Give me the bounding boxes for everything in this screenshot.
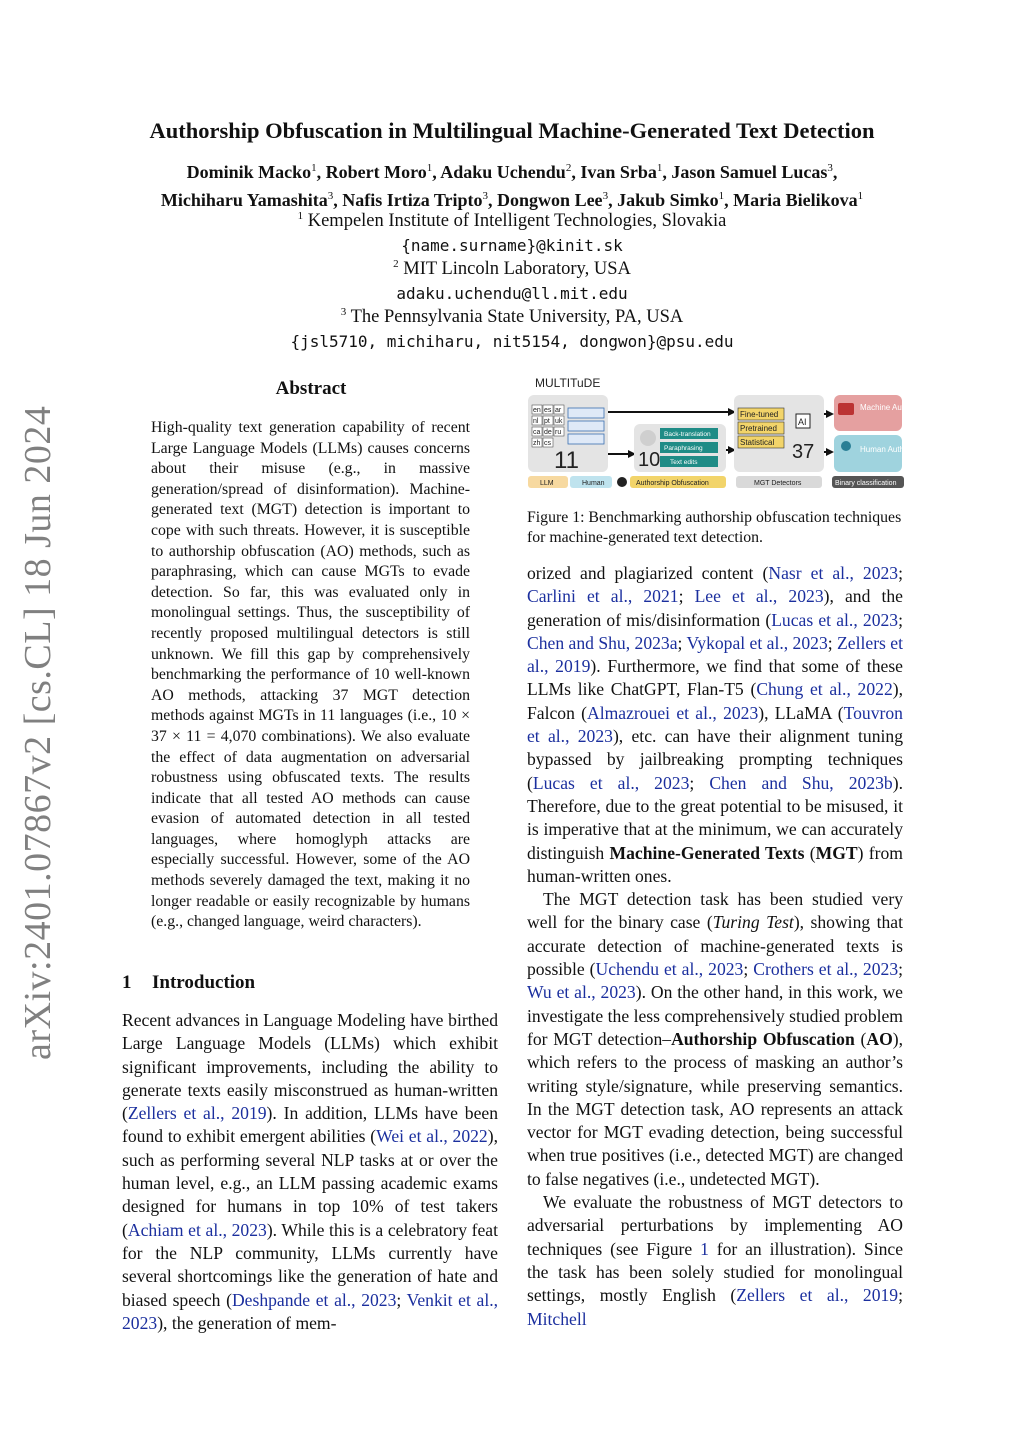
- svg-text:nl: nl: [533, 418, 539, 425]
- author: Michiharu Yamashita$^3$,: [160, 190, 343, 210]
- svg-text:ar: ar: [555, 407, 562, 414]
- ai-chip-icon: AI: [798, 417, 807, 427]
- svg-text:ru: ru: [555, 429, 562, 436]
- author: Jason Samuel Lucas$^3$,: [671, 162, 838, 182]
- svg-text:Text edits: Text edits: [670, 459, 698, 466]
- author: Robert Moro$^1$,: [325, 162, 441, 182]
- paragraph: Recent advances in Language Modeling have birthed Large Language Models (LLMs) which exhibit significant improvements, including the ability to generate texts easily misconstrued as human-written (Zellers et al., 2019). In addition, LLMs have been found to exhibit emergent abilities (Wei et al., 2022), such as performing several NLP tasks at or over the human level, e.g., an LLM passing academic exams designed for humans in top 10% of test takers (Achiam et al., 2023). While this is a celebratory feat for the NLP community, LLMs currently have several shortcomings like the generation of hate and biased speech (Deshpande et al., 2023; Venkit et al., 2023), the generation of mem-: [122, 1010, 499, 1333]
- paper-title: Authorship Obfuscation in Multilingual Machine-Generated Text Detection: [149, 118, 875, 143]
- svg-text:Back-translation: Back-translation: [664, 431, 711, 438]
- abstract-heading: Abstract: [275, 378, 347, 399]
- svg-text:en: en: [533, 407, 541, 414]
- author: Nafis Irtiza Tripto$^3$,: [342, 190, 498, 210]
- ao-count: 10: [638, 449, 661, 471]
- svg-text:zh: zh: [533, 440, 541, 447]
- detector-count: 37: [792, 441, 815, 463]
- legend-ao: Authorship Obfuscation: [636, 480, 709, 487]
- email-1: {name.surname}@kinit.sk: [401, 236, 623, 255]
- legend-detectors: MGT Detectors: [754, 480, 802, 487]
- affiliation-3: $^3$ The Pennsylvania State University, PA, USA: [340, 306, 684, 328]
- robot-icon: [838, 403, 854, 415]
- svg-text:Statistical: Statistical: [740, 438, 775, 447]
- paragraph: The MGT detection task has been studied very well for the binary case (Turing Test), showing that accurate detection of machine-generated texts is possible (Uchendu et al., 2023; Crothers et al., 2023; Wu et al., 2023). On the other hand, in this work, we investigate the less comprehensively studied problem for MGT detection–Authorship Obfuscation (AO), which refers to the process of masking an author’s writing style/signature, while preserving semantics. In the MGT detection task, AO represents an attack vector for MGT evading detection, being successful when true positives (i.e., detected MGT) are changed to false negatives (i.e., undetected MGT).: [527, 889, 904, 1189]
- affiliation-1: $^1$ Kempelen Institute of Intelligent Technologies, Slovakia: [297, 210, 727, 232]
- author: Adaku Uchendu$^2$,: [440, 162, 581, 182]
- figure-1: [524, 372, 916, 492]
- arxiv-stamp: arXiv:2401.07867v2 [cs.CL] 18 Jun 2024: [17, 405, 59, 1060]
- svg-text:Fine-tuned: Fine-tuned: [740, 410, 779, 419]
- person-icon: [841, 441, 851, 451]
- svg-text:Paraphrasing: Paraphrasing: [664, 445, 703, 452]
- svg-text:es: es: [544, 407, 552, 414]
- figure-diagram: [524, 372, 916, 492]
- paragraph: We evaluate the robustness of MGT detectors to adversarial perturbations by implementing AO techniques (see Figure 1 for an illustration). Since the task has been solely studied for monolingual settings, mostly English (Zellers et al., 2019; Mitchell: [527, 1192, 903, 1329]
- svg-text:de: de: [544, 429, 552, 436]
- author-list: [60, 156, 964, 212]
- svg-text:uk: uk: [555, 418, 563, 425]
- machine-author-label: Machine Author: [860, 403, 916, 412]
- author: Dominik Macko$^1$,: [186, 162, 326, 182]
- email-2: adaku.uchendu@ll.mit.edu: [396, 284, 628, 303]
- legend-binary: Binary classification: [835, 480, 897, 487]
- legend-human: Human: [582, 480, 605, 487]
- human-author-label: Human Author: [860, 445, 912, 454]
- svg-text:cs: cs: [544, 440, 551, 447]
- affiliation-2: $^2$ MIT Lincoln Laboratory, USA: [393, 258, 631, 280]
- intro-right-column: [527, 562, 903, 1331]
- legend-llm: LLM: [540, 480, 554, 487]
- svg-text:pt: pt: [544, 418, 550, 425]
- author: Maria Bielikova$^1$: [733, 190, 864, 210]
- abstract-text: High-quality text generation capability of recent Large Language Models (LLMs) causes concerns about their misuse (e.g., in massive generation/spread of disinformation). Machine-generated text (MGT) detection is important to cope with such threats. However, it is susceptible to authorship obfuscation (AO) methods, such as paraphrasing, which can cause MGTs to evade detection. So far, this was evaluated only in monolingual settings. Thus, the susceptibility of recently proposed multilingual detectors is still unknown. We fill this gap by comprehensively benchmarking the performance of 10 well-known AO methods, attacking 37 MGT detection methods against MGTs in 11 languages (i.e., 10 × 37 × 11 = 4,070 combinations). We also evaluate the effect of data augmentation on adversarial robustness using obfuscated texts. The results indicate that all tested AO methods can cause evasion of automated detection in all tested languages, where homoglyph attacks are especially successful. However, some of the AO methods severely damaged the text, making it no longer readable or easily recognizable by humans (e.g., changed language, weird characters).: [151, 419, 470, 931]
- section-heading: 1 Introduction: [122, 972, 256, 993]
- paragraph: orized and plagiarized content (Nasr et al., 2023; Carlini et al., 2021; Lee et al., 2023), and the generation of mis/disinformation (Lucas et al., 2023; Chen and Shu, 2023a; Vykopal et al., 2023; Zellers et al., 2019). Furthermore, we find that some of these LLMs like ChatGPT, Flan-T5 (Chung et al., 2022), Falcon (Almazrouei et al., 2023), LLaMA (Touvron et al., 2023), etc. can have their alignment tuning bypassed by jailbreaking prompting techniques (Lucas et al., 2023; Chen and Shu, 2023b). Therefore, due to the great potential to be misused, it is imperative that at the minimum, we can accurately distinguish Machine-Generated Texts (MGT) from human-written ones.: [527, 563, 904, 886]
- figure-label: MULTITuDE: [535, 376, 601, 390]
- language-count: 11: [554, 447, 579, 474]
- author: Dongwon Lee$^3$,: [497, 190, 618, 210]
- figure-caption: Figure 1: Benchmarking authorship obfuscation techniques for machine-generated text detection.: [527, 509, 902, 546]
- author: Jakub Simko$^1$,: [617, 190, 734, 210]
- intro-left-column: [122, 1009, 498, 1335]
- svg-text:ca: ca: [533, 429, 541, 436]
- email-3: {jsl5710, michiharu, nit5154, dongwon}@psu.edu: [290, 332, 734, 351]
- svg-text:Pretrained: Pretrained: [740, 424, 777, 433]
- author: Ivan Srba$^1$,: [580, 162, 672, 182]
